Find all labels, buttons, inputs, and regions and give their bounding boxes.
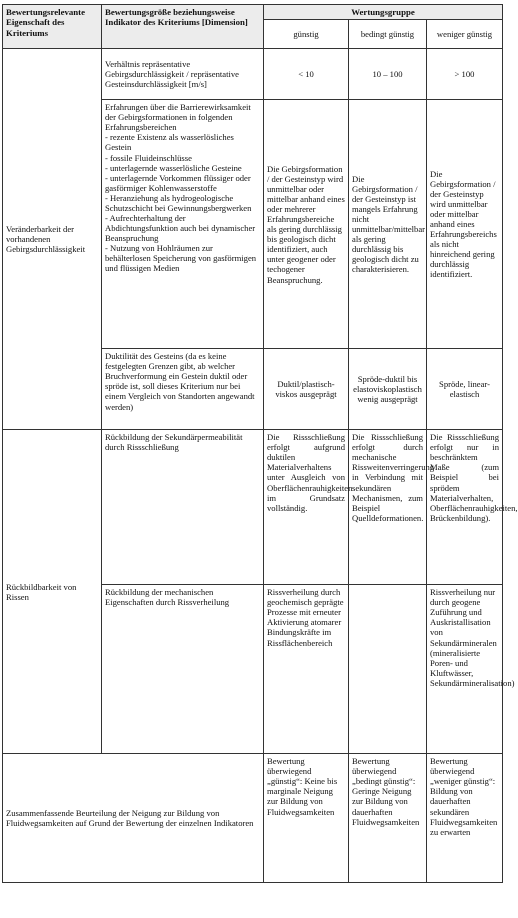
summary-favorable: Bewertung überwiegend „günstig“: Keine bis marginale Neigung zur Bildung von Fluidwegsamkeiten bbox=[264, 754, 349, 883]
value-less-favorable: Die Rissschließung erfolgt nur in beschränktem Maße (zum Beispiel bei sprödem Materialverhalten, Oberflächenrauhigkeiten, Brückenbildung). bbox=[427, 430, 503, 585]
indicator-ductility: Duktilität des Gesteins (da es keine festgelegten Grenzen gibt, ab welcher Bruchverformung ein Gestein duktil oder spröde ist, soll dieses Kriterium nur bei einem Vergleich von Standorten angewandt werden) bbox=[102, 349, 264, 430]
summary-conditional: Bewertung überwiegend „bedingt günstig“: Geringe Neigung zur Bildung von dauerhaften Fluidwegsamkeiten bbox=[349, 754, 427, 883]
list-item: - rezente Existenz als wasserlösliches Gestein bbox=[105, 132, 234, 153]
value-favorable: Rissverheilung durch geochemisch geprägte Prozesse mit erneuter Aktivierung atomarer Bindungskräfte im Rissflächenbereich bbox=[264, 585, 349, 754]
list-item: - Heranziehung als hydrogeologische Schutzschicht bei Gewinnungsbergwerken bbox=[105, 192, 252, 213]
header-conditionally-favorable: bedingt günstig bbox=[349, 20, 427, 49]
list-item: - unterlagernde Vorkommen flüssiger oder gasförmiger Kohlenwasserstoffe bbox=[105, 172, 251, 193]
criteria-table bbox=[2, 4, 518, 883]
list-item: - unterlagernde wasserlösliche Gesteine bbox=[105, 162, 242, 173]
table-row bbox=[3, 49, 503, 100]
indicator-barrier-experience bbox=[102, 100, 264, 349]
value-favorable: < 10 bbox=[264, 49, 349, 100]
header-property: Bewertungsrelevante Eigenschaft des Kriteriums bbox=[3, 5, 102, 49]
value-conditional: Die Gebirgsformation / der Gesteinstyp ist mangels Erfahrung nicht unmittelbar/mittelbar als gering durchlässig bis geologisch dicht zu charakterisieren. bbox=[349, 100, 427, 349]
value-favorable: Die Rissschließung erfolgt aufgrund duktilen Materialverhaltens unter Ausgleich von Oberflächenrauhigkeiten im Grundsatz vollständig. bbox=[264, 430, 349, 585]
list-item: - fossile Fluideinschlüsse bbox=[105, 152, 192, 163]
list-item: - Nutzung von Hohlräumen zur behälterlosen Speicherung von gasförmigen und flüssigen Medien bbox=[105, 242, 257, 274]
indicator-crack-closure: Rückbildung der Sekundärpermeabilität durch Rissschließung bbox=[102, 430, 264, 585]
indicator-intro: Erfahrungen über die Barrierewirksamkeit der Gebirgsformationen in folgenden Erfahrungsbereichen bbox=[105, 102, 251, 133]
header-rating-group: Wertungsgruppe bbox=[264, 5, 503, 20]
indicator-crack-healing: Rückbildung der mechanischen Eigenschaften durch Rissverheilung bbox=[102, 585, 264, 754]
value-conditional: 10 – 100 bbox=[349, 49, 427, 100]
header-favorable: günstig bbox=[264, 20, 349, 49]
summary-label: Zusammenfassende Beurteilung der Neigung zur Bildung von Fluidwegsamkeiten auf Grund der Bewertung der einzelnen Indikatoren bbox=[3, 754, 264, 883]
header-indicator: Bewertungsgröße beziehungsweise Indikator des Kriteriums [Dimension] bbox=[102, 5, 264, 49]
value-conditional: Spröde-duktil bis elastoviskoplastisch wenig ausgeprägt bbox=[349, 349, 427, 430]
table-row bbox=[3, 430, 503, 585]
value-less-favorable: Rissverheilung nur durch geogene Zuführung und Auskristallisation von Sekundärmineralen (mineralisierte Poren- und Kluftwässer, Sekundärmineralisation) bbox=[427, 585, 503, 754]
value-favorable: Die Gebirgsformation / der Gesteinstyp wird unmittelbar oder mittelbar anhand eines oder mehrerer Erfahrungsbereiche als gering durchlässig bis geologisch dicht identifiziert, auch unter geogener oder techogener Beanspruchung. bbox=[264, 100, 349, 349]
value-favorable: Duktil/plastisch-viskos ausgeprägt bbox=[264, 349, 349, 430]
list-item: - Aufrechterhaltung der Abdichtungsfunktion auch bei dynamischer Beanspruchung bbox=[105, 212, 256, 243]
value-conditional: Die Rissschließung erfolgt durch mechanische Rissweitenverringerung in Verbindung mit sekundären Mechanismen, zum Beispiel Quelldeformationen. bbox=[349, 430, 427, 585]
value-less-favorable: Die Gebirgsformation / der Gesteinstyp wird unmittelbar oder mittelbar anhand eines Erfahrungsbereichs als nicht hinreichend gering durchlässig identifiziert. bbox=[427, 100, 503, 349]
header-less-favorable: weniger günstig bbox=[427, 20, 503, 49]
section-label-cracks: Rückbildbarkeit von Rissen bbox=[3, 430, 102, 754]
value-less-favorable: > 100 bbox=[427, 49, 503, 100]
summary-less-favorable: Bewertung überwiegend „weniger günstig“: Bildung von dauerhaften sekundären Fluidwegsamkeiten zu erwarten bbox=[427, 754, 503, 883]
summary-row bbox=[3, 754, 503, 883]
value-conditional bbox=[349, 585, 427, 754]
value-less-favorable: Spröde, linear-elastisch bbox=[427, 349, 503, 430]
indicator-permeability-ratio: Verhältnis repräsentative Gebirgsdurchlässigkeit / repräsentative Gesteinsdurchlässigkeit [m/s] bbox=[102, 49, 264, 100]
header-row bbox=[3, 5, 503, 20]
section-label-permeability: Veränderbarkeit der vorhandenen Gebirgsdurchlässigkeit bbox=[3, 49, 102, 430]
